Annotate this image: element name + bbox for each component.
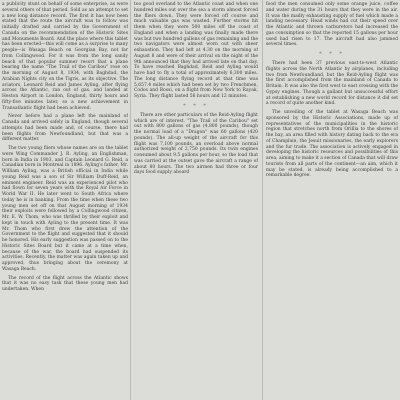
paragraph: Never before had a plane left the mainland of Canada and arrived safely in England, though several attempts had been made and, of course, there had been flights from Newfoundland, but that was a different matter. (2, 114, 128, 143)
paragraph: There are other particulars of the Reid-Ayling flight which are of interest. "The Trail of the Caribou" set out with 800 gallons of gas (4,800 pounds), though the normal load of a "Dragon" was 60 gallons (420 pounds). The all-up weight of the aircraft for this flight was 7,100 pounds, an overload above normal authorized weight of 2,750 pounds. Its twin engines consumed about 9.5 gallons per hour, so the load that was carried at the outset gave the aircraft a range of about 80 hours. The two airmen had three or four days food supply aboard (134, 112, 258, 176)
column-divider (262, 0, 263, 400)
paragraph: There had been 37 previous east-to-west Atlantic flights across the North Atlantic by airplanes, including two from Newfoundland, but the Reid-Ayling flight was the first accomplished from the mainland of Canada to Britain. It was also the first west to east crossing with the Gypsy engines. Though a gallant but unsuccessful effort at establishing a new world record for distance it did set a record of quite another kind. (266, 61, 398, 107)
paragraph: The unveiling of the tablet at Wasaga Beach was sponsored by the Historic Associations, made up of representatives of the municipalities in the historic region that stretches north from Orillia to the shores of the bay, an area filled with history dating back to the era of Champlain, the Jesuit missionaries, the early explorers and the fur trade. The association is actively engaged in developing the historic resources and possibilities of this area, aiming to make it a section of Canada that will draw tourists from all parts of the continent—an aim, which it may be stated, is already being accomplished to a remarkable degree. (266, 110, 398, 179)
text-column-2 (134, 0, 258, 400)
section-separator: * * * (183, 102, 209, 109)
section-separator: * * * (319, 51, 345, 57)
text-column-1 (0, 0, 128, 400)
paragraph: The record of the flight across the Atlantic shows that it was no easy task that these young men had undertaken. When (2, 275, 128, 292)
paragraph: The two young fliers whose names are on the tablet were Wing Commander J. R. Ayling, an Englishman, born in India in 1903, and Captain Leonard G. Reid, a Canadian born in Montreal in 1896. Ayling's father, Mr. William Ayling, was a British official in India while young Reid was a son of Sir William Duff-Reid, an eminent engineer. Reid was an experienced pilot who had flown for seven years with the Royal Air Force in World War II. He later went to South Africa where today he is in banking. From the time when these two young men set off on that August morning of 1934 their exploits were followed by a Collingwood citizen, Mr. E. W. Thom, who was thrilled by their exploit and kept in touch with Ayling to the present time. It was Mr. Thom who first drew the attention of the Government to the flight and suggested that it should be honored. His early suggestion was passed on to the Historic Sites Board but it came at a time when, because of the war, the board had suspended its activities. Recently, the matter was again taken up and approved, thus bringing about the ceremony at Wasaga Beach. (2, 146, 128, 272)
paragraph: too good overland to the Atlantic coast and when one hundred miles out over the sea a storm almost forced the fliers down. They were forced off course and much valuable gas was wasted. Further storms hit them when they were 500 miles off the coast of England and when a landing was finally made there was but two hundred gallons of gas remaining and the two navigators were almost worn out with sheer exhaustion. They had left at 4.30 on the morning of August 8 and were of their arrival on the night of the 9th announced that they had arrived late on that day. To have reached Baghdad, Reid and Ayling would have had to fly a total of approximately 6,300 miles. The long distance flying record at that time was 5,657.4 miles which had been set by two Frenchmen, Codos and Rossi, on a flight from New York to Rayak, Syria. They flight lasted 56 hours and 12 minutes. (134, 2, 258, 99)
text-column-3 (266, 0, 398, 400)
paragraph: a publicity stunt on behalf of some enterprise, as were several others of that period. Sold as an attempt to set a new long distance record. The first it has now been stated that the route the aircraft was to follow was initially drafted and carried by the Government of Canada on the recommendation of the Historic Sites and Monuments Board. And the place where this tablet has been erected—this will come as a surprise to many people—is Wasaga Beach on Georgian Bay, not far from Collingwood. For it was from the long sandy beach of that popular summer resort that a plane bearing the name "The Trail of the Caribou" rose on the morning of August 8, 1934, with Baghdad, the Arabian Nights city on the Tigris, as its objective. The aviators, Leonard Reid and James Ayling, after flying across the Atlantic, ran out of gas, and landed at Heston Airport in London, England, thirty hours and fifty-five minutes later, so a new achievement in Transatlantic flight had been achieved. (2, 2, 128, 111)
column-divider (130, 0, 131, 400)
paragraph: food the men consumed only some orange juice, coffee and water during the 31 hours that they were in the air. It was the madly exhausting supply of fuel which made a landing necessary. Head winds had cut their speed over the Atlantic and thrown carburetors had increased the gas consumption so that the reported 15 gallons per hour used had risen to 17. The aircraft had also jammed several times. (266, 2, 398, 48)
